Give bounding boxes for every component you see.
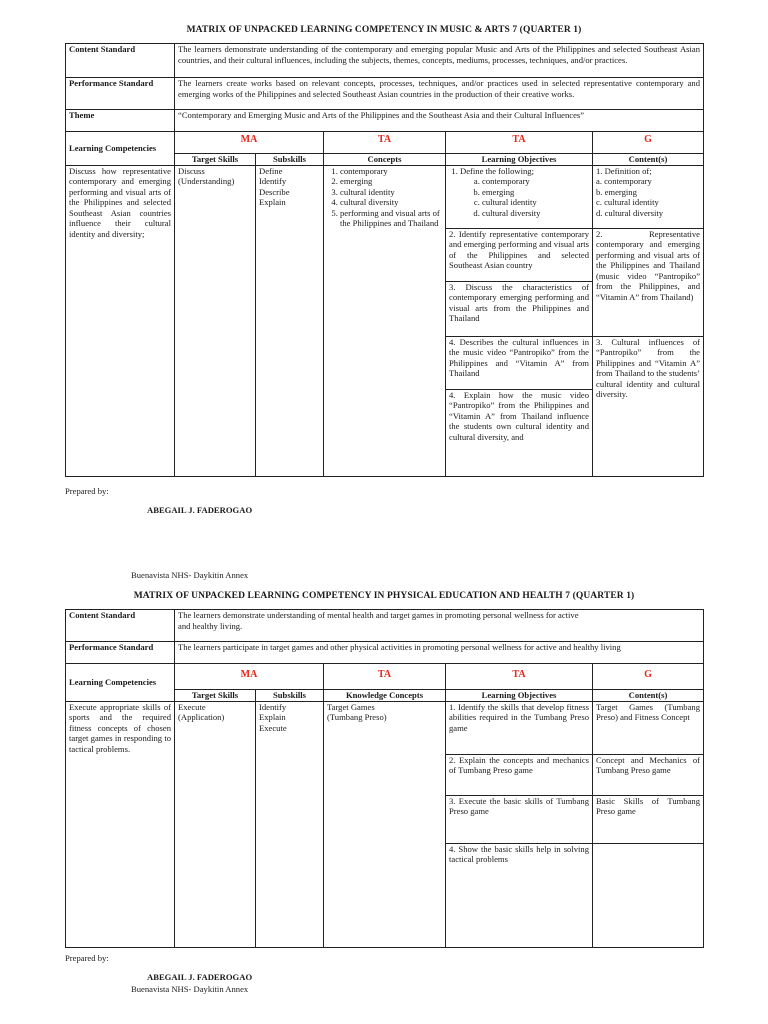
ta-header-1: TA: [324, 132, 446, 154]
concept-item: 5. performing and visual arts of the Philippines and Thailand: [340, 208, 442, 229]
matrix-title-music-arts: MATRIX OF UNPACKED LEARNING COMPETENCY IN MUSIC & ARTS 7 (QUARTER 1): [186, 25, 582, 35]
concepts-cell: [324, 701, 446, 947]
learning-competencies-label: Learning Competencies: [66, 664, 175, 702]
learning-objectives-header: Learning Objectives: [446, 154, 593, 166]
content-1-item: d. cultural diversity: [596, 207, 664, 218]
subskills-header: Subskills: [256, 690, 324, 702]
ta-header-2: TA: [446, 132, 593, 154]
subskill-item: Execute: [259, 722, 287, 733]
pe-health-matrix-table: [65, 609, 704, 948]
matrix-title-pe-health: MATRIX OF UNPACKED LEARNING COMPETENCY IN PHYSICAL EDUCATION AND HEALTH 7 (QUARTER 1): [133, 591, 635, 601]
subskills-cell: [256, 165, 324, 476]
concept-item: 2. emerging: [340, 176, 442, 187]
content-4-cell-empty: [593, 843, 704, 947]
content-1-cell: [593, 165, 704, 228]
objective-1-cell: [446, 165, 593, 228]
objective-3-cell: 3. Discuss the characteristics of contemporary emerging performing and visual arts from the Philippines and Thailand: [446, 281, 593, 336]
subskill-item: Explain: [259, 197, 286, 207]
objective-1-head: Define the following;: [460, 165, 534, 176]
concepts-cell: [324, 165, 446, 476]
performance-standard-text: The learners participate in target games and other physical activities in promoting personal wellness for active and healthy living: [175, 642, 704, 664]
objective-1-item: d. cultural diversity: [482, 208, 589, 219]
content-standard-line-2: and healthy living.: [178, 620, 243, 631]
target-skill-verb: Execute: [178, 701, 206, 712]
concept-item: (Tumbang Preso): [327, 712, 387, 722]
content-1-head: 1. Definition of;: [596, 165, 652, 176]
ma-header: MA: [175, 664, 324, 690]
content-1-item: c. cultural identity: [596, 197, 659, 207]
objective-1-cell: 1. Identify the skills that develop fitness abilities required in the Tumbang Preso game: [446, 701, 593, 754]
contents-header: Content(s): [593, 690, 704, 702]
objective-2-cell: 2. Identify representative contemporary and emerging performing and visual arts of the Philippines and selected Southeast Asian country: [446, 228, 593, 281]
concepts-header: Concepts: [324, 154, 446, 166]
music-arts-matrix-table: [65, 43, 704, 477]
ma-header: MA: [175, 132, 324, 154]
objective-2-cell: 2. Explain the concepts and mechanics of Tumbang Preso game: [446, 754, 593, 795]
objective-1-item: c. cultural identity: [482, 197, 589, 208]
subskill-item: Identify: [259, 701, 287, 712]
subskills-header: Subskills: [256, 154, 324, 166]
performance-standard-label: Performance Standard: [66, 78, 175, 110]
subskill-item: Describe: [259, 186, 290, 197]
concept-item: 3. cultural identity: [340, 187, 442, 198]
target-skill-verb: Discuss: [178, 165, 205, 176]
target-skill-level: (Understanding): [178, 176, 235, 186]
content-1-item: a. contemporary: [596, 176, 652, 186]
concepts-header: Knowledge Concepts: [324, 690, 446, 702]
target-skill-cell: [175, 701, 256, 947]
prepared-by-label: Prepared by:: [65, 953, 109, 963]
content-standard-label: Content Standard: [66, 610, 175, 642]
subskill-item: Identify: [259, 176, 287, 186]
objective-1-item: b. emerging: [482, 187, 589, 198]
g-header: G: [593, 132, 704, 154]
prepared-by-label: Prepared by:: [65, 486, 109, 496]
objective-3-cell: 3. Execute the basic skills of Tumbang Preso game: [446, 795, 593, 843]
content-standard-line-1: The learners demonstrate understanding of mental health and target games in promoting personal wellness for active: [178, 610, 579, 620]
theme-label: Theme: [66, 110, 175, 132]
subskill-item: Explain: [259, 712, 286, 722]
contents-header: Content(s): [593, 154, 704, 166]
content-3-cell: 3. Cultural influences of “Pantropiko” from the Philippines and “Vitamin A” from Thailand to the students’ cultural identity and cultural diversity.: [593, 336, 704, 476]
content-3-cell: Basic Skills of Tumbang Preso game: [593, 795, 704, 843]
target-skills-header: Target Skills: [175, 154, 256, 166]
g-header: G: [593, 664, 704, 690]
learning-competencies-label: Learning Competencies: [66, 132, 175, 166]
objective-4-cell: 4. Show the basic skills help in solving tactical problems: [446, 843, 593, 947]
theme-text: “Contemporary and Emerging Music and Arts of the Philippines and the Southeast Asia and their Cultural Influences”: [175, 110, 704, 132]
school-name: Buenavista NHS- Daykitin Annex: [131, 984, 249, 994]
performance-standard-label: Performance Standard: [66, 642, 175, 664]
concept-item: Target Games: [327, 701, 375, 712]
objective-5-cell: 4. Explain how the music video “Pantropiko” from the Philippines and “Vitamin A” from Thailand influence the students own cultural identity and cultural diversity, and: [446, 389, 593, 476]
performance-standard-text: The learners create works based on relevant concepts, processes, techniques, and/or practices used in selected representative contemporary and emerging works of the Philippines and selected Southeast Asian countries in the production of their creative works.: [175, 78, 704, 110]
content-standard-text: The learners demonstrate understanding of the contemporary and emerging popular Music and Arts of the Philippines and selected Southeast Asian countries, and their cultural influences, including the subjects, themes, concepts, mediums, processes, techniques, and/or practices.: [175, 44, 704, 78]
concept-item: 1. contemporary: [340, 166, 442, 177]
target-skill-cell: [175, 165, 256, 476]
subskill-item: Define: [259, 165, 283, 176]
content-1-item: b. emerging: [596, 186, 637, 197]
content-standard-text: [175, 610, 704, 642]
content-1-cell: Target Games (Tumbang Preso) and Fitness Concept: [593, 701, 704, 754]
preparer-name: ABEGAIL J. FADEROGAO: [147, 972, 253, 982]
target-skills-header: Target Skills: [175, 690, 256, 702]
content-2-cell: Concept and Mechanics of Tumbang Preso game: [593, 754, 704, 795]
preparer-name: ABEGAIL J. FADEROGAO: [147, 505, 253, 515]
target-skill-level: (Application): [178, 712, 225, 722]
school-name: Buenavista NHS- Daykitin Annex: [131, 570, 249, 580]
objective-1-item: a. contemporary: [482, 176, 589, 187]
competency-text: Discuss how representative contemporary and emerging performing and visual arts of the Philippines and selected Southeast Asian countries influence their cultural identity and diversity;: [66, 165, 175, 476]
ta-header-2: TA: [446, 664, 593, 690]
competency-text: Execute appropriate skills of sports and the required fitness concepts of chosen target games in responding to tactical problems.: [66, 701, 175, 947]
content-2-cell: 2. Representative contemporary and emerging performing and visual arts of the Philippines and Thailand (music video “Pantropiko” from the Philippines, and “Vitamin A” from Thailand): [593, 228, 704, 336]
concept-item: 4. cultural diversity: [340, 197, 442, 208]
content-standard-label: Content Standard: [66, 44, 175, 78]
learning-objectives-header: Learning Objectives: [446, 690, 593, 702]
objective-4-cell: 4. Describes the cultural influences in the music video “Pantropiko” from the Philippines and “Vitamin A” from Thailand: [446, 336, 593, 389]
subskills-cell: [256, 701, 324, 947]
ta-header-1: TA: [324, 664, 446, 690]
